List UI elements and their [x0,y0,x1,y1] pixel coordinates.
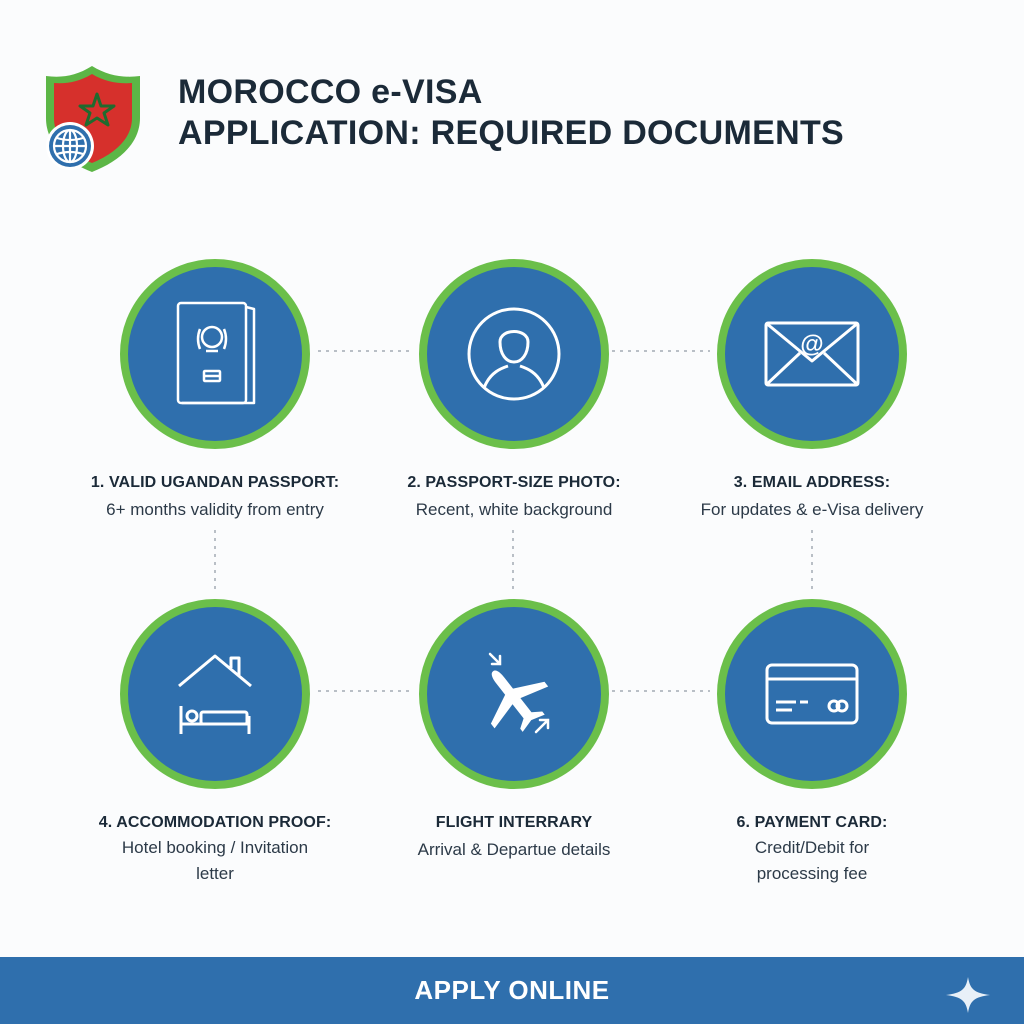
arrival-arrow-icon [490,654,500,664]
house-bed-icon [173,650,257,738]
credit-card-icon [764,662,860,726]
requirement-accommodation [65,599,365,889]
requirement-label: 6. PAYMENT CARD: [736,814,888,831]
requirement-desc: Arrival & Departue details [417,840,611,859]
passport-circle [120,259,310,449]
page-title-line-1: MOROCCO e-VISA [178,73,483,111]
requirement-label: 2. PASSPORT-SIZE PHOTO: [407,474,621,491]
page-title-line-2: APPLICATION: REQUIRED DOCUMENTS [178,114,845,152]
requirement-flight [364,599,664,869]
requirement-desc [662,835,962,887]
requirement-desc-line-2: processing fee [756,864,868,883]
requirement-desc-line-2: letter [196,864,234,883]
requirement-label: FLIGHT INTERRARY [435,814,593,831]
requirement-label: 1. VALID UGANDAN PASSPORT: [90,474,340,491]
photo-circle [419,259,609,449]
accommodation-circle [120,599,310,789]
requirement-desc [65,835,365,887]
email-circle [717,259,907,449]
person-icon [464,304,564,404]
requirement-desc-line-1: Hotel booking / Invitation [121,838,309,857]
airplane-icon [466,646,562,742]
requirement-desc-line-1: Credit/Debit for [754,838,870,857]
passport-icon [170,299,260,409]
requirement-passport [65,259,365,529]
requirement-desc: Recent, white background [415,500,613,519]
requirement-email [662,259,962,529]
flight-circle [419,599,609,789]
requirement-label: 3. EMAIL ADDRESS: [733,474,891,491]
departure-arrow-icon [536,720,548,732]
footer-bar [0,957,1024,1024]
requirement-desc: For updates & e-Visa delivery [700,500,924,519]
requirement-photo [364,259,664,529]
requirement-desc: 6+ months validity from entry [106,500,324,519]
requirement-payment [662,599,962,889]
requirement-label: 4. ACCOMMODATION PROOF: [98,814,332,831]
sparkle-icon [942,975,994,1015]
apply-online-button[interactable]: APPLY ONLINE [414,975,610,1005]
envelope-icon [762,319,862,389]
svg-text:@: @ [800,331,824,358]
payment-circle [717,599,907,789]
